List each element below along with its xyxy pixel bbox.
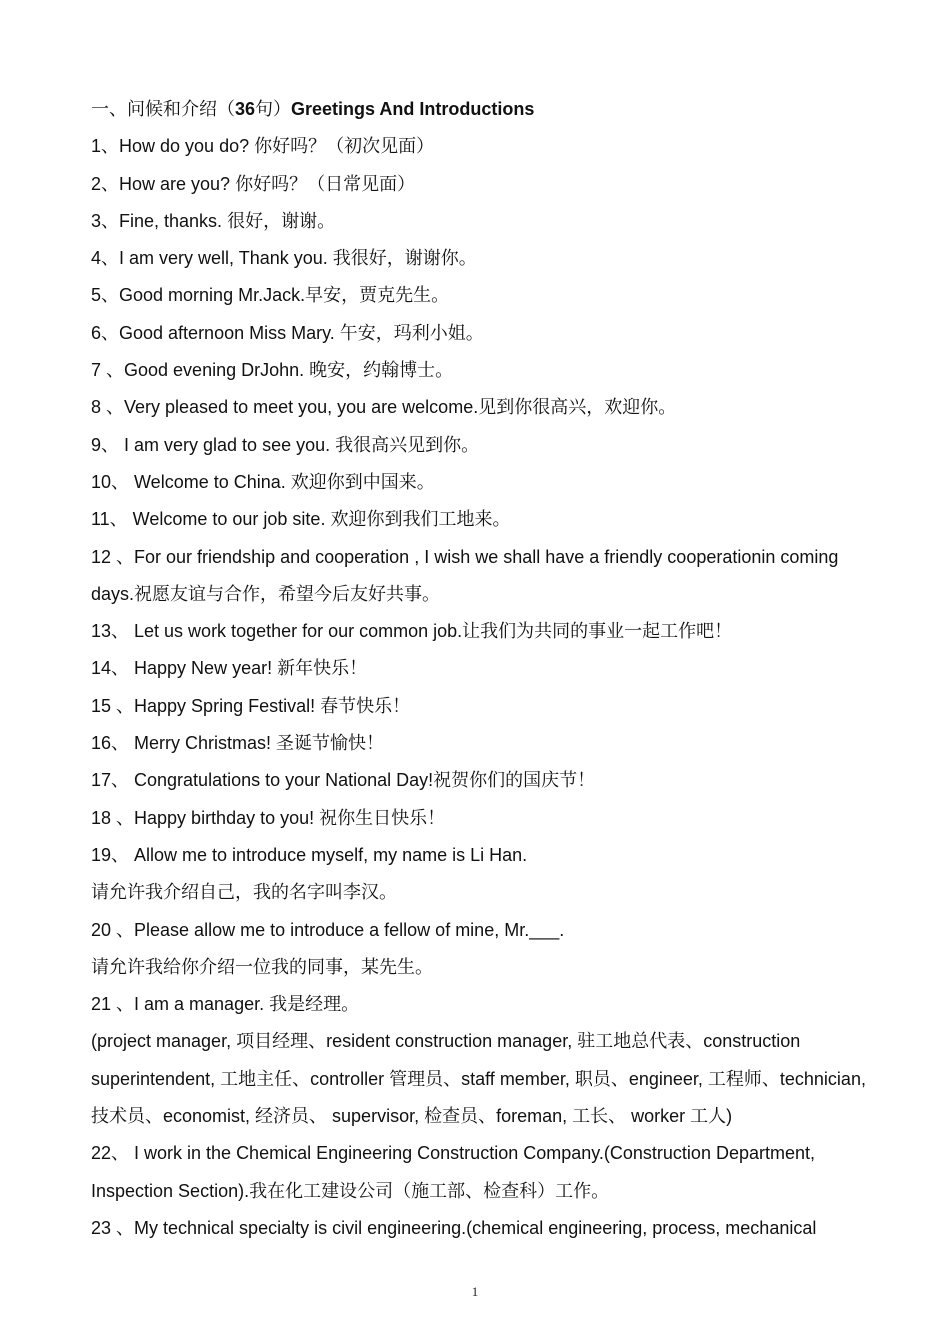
page-number: 1 [471, 1284, 479, 1299]
text-line: 12 、For our friendship and cooperation , I wish we shall have a friendly cooperationin coming [91, 546, 839, 567]
text-line: 17、 Congratulations to your National Day!祝贺你们的国庆节！ [91, 770, 596, 791]
text-line: 请允许我介绍自己，我的名字叫李汉。 [91, 882, 397, 903]
text-line: 8 、Very pleased to meet you, you are welcome.见到你很高兴，欢迎你。 [91, 397, 677, 418]
document-body [91, 91, 921, 1247]
text-line: 请允许我给你介绍一位我的同事，某先生。 [91, 956, 433, 977]
text-line: 15 、Happy Spring Festival! 春节快乐！ [91, 695, 411, 716]
text-line: (project manager, 项目经理、resident construction manager, 驻工地总代表、construction [91, 1031, 801, 1052]
text-line: 5、Good morning Mr.Jack.早安，贾克先生。 [91, 285, 450, 306]
text-line: 4、I am very well, Thank you. 我很好，谢谢你。 [91, 248, 477, 269]
text-line: 19、 Allow me to introduce myself, my name is Li Han. [91, 844, 528, 865]
text-line: 23 、My technical specialty is civil engineering.(chemical engineering, process, mechanical [91, 1217, 817, 1238]
heading-count: 36 [235, 99, 256, 119]
text-line: 6、Good afternoon Miss Mary. 午安，玛利小姐。 [91, 322, 484, 343]
text-line: 11、 Welcome to our job site. 欢迎你到我们工地来。 [91, 509, 511, 530]
text-line: 18 、Happy birthday to you! 祝你生日快乐！ [91, 807, 446, 828]
text-line: 3、Fine, thanks. 很好，谢谢。 [91, 210, 336, 231]
text-line: days.祝愿友谊与合作，希望今后友好共事。 [91, 583, 441, 604]
section-heading [91, 91, 921, 128]
text-line: Inspection Section).我在化工建设公司（施工部、检查科）工作。 [91, 1180, 610, 1201]
text-line: superintendent, 工地主任、controller 管理员、staff member, 职员、engineer, 工程师、technician, [91, 1068, 866, 1089]
text-line: 20 、Please allow me to introduce a fellow of mine, Mr.___. [91, 919, 565, 940]
text-line: 21 、I am a manager. 我是经理。 [91, 994, 360, 1015]
text-line: 10、 Welcome to China. 欢迎你到中国来。 [91, 471, 435, 492]
heading-prefix: 一、问候和介绍（ [91, 99, 235, 119]
text-line: 14、 Happy New year! 新年快乐！ [91, 658, 368, 679]
text-line: 1、How do you do? 你好吗？（初次见面） [91, 136, 435, 157]
text-line: 22、 I work in the Chemical Engineering Construction Company.(Construction Department, [91, 1143, 815, 1164]
text-line: 9、 I am very glad to see you. 我很高兴见到你。 [91, 434, 480, 455]
text-line: 2、How are you? 你好吗？（日常见面） [91, 173, 416, 194]
text-line: 7 、Good evening DrJohn. 晚安，约翰博士。 [91, 360, 454, 381]
text-line: 技术员、economist, 经济员、 supervisor, 检查员、foreman, 工长、 worker 工人) [91, 1106, 733, 1127]
heading-title-en: Greetings And Introductions [291, 99, 535, 119]
text-line: 13、 Let us work together for our common job.让我们为共同的事业一起工作吧！ [91, 621, 733, 642]
text-line: 16、 Merry Christmas! 圣诞节愉快！ [91, 733, 385, 754]
heading-mid: 句） [255, 99, 292, 119]
